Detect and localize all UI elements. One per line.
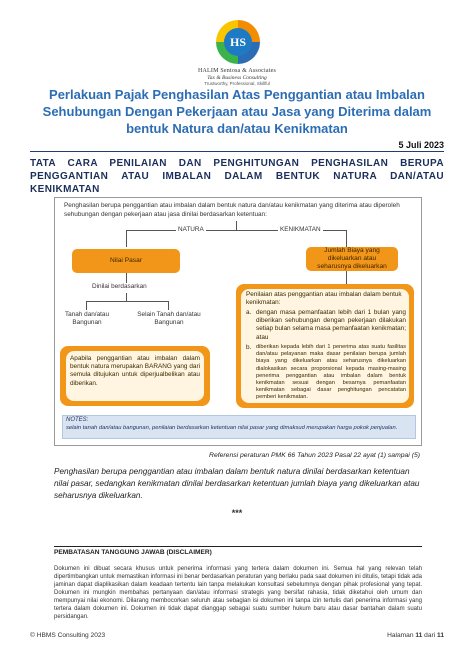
connector-line xyxy=(86,301,168,302)
document-title: Perlakuan Pajak Penghasilan Atas Penggantian atau Imbalan Sehubungan Dengan Pekerjaan atau Jasa yang Diterima dalam bentuk Natura dan/atau Kenikmatan xyxy=(42,87,432,136)
disclaimer-divider xyxy=(54,546,422,547)
connector-line xyxy=(346,271,347,284)
item-a-text: dengan masa pemanfaatan lebih dari 1 bulan yang diberikan sehubungan dengan pekerjaan dilakukan setiap bulan selama masa pemanfaatan kenikmatan; atau xyxy=(256,309,406,341)
natura-label: NATURA xyxy=(178,226,204,233)
diagram-intro: Penghasilan berupa penggantian atau imbalan dalam bentuk natura dan/atau kenikmatan yang diterima atau diperoleh sehubungan dengan pekerjaan atau jasa dinilai berdasarkan ketentuan: xyxy=(64,202,400,218)
kenikmatan-label: KENIKMATAN xyxy=(280,226,321,233)
firm-tagline: Tax & Business Consulting xyxy=(207,75,267,81)
footer-copyright: © HBMS Consulting 2023 xyxy=(30,632,106,639)
kenikmatan-intro: Penilaian atas penggantian atau imbalan dalam bentuk kenikmatan: xyxy=(246,291,402,307)
regulation-reference: Referensi peraturan PMK 66 Tahun 2023 Pasal 22 ayat (1) sampai (5) xyxy=(209,452,420,459)
connector-line xyxy=(126,230,127,247)
page-total: 11 xyxy=(437,632,444,639)
item-b-marker: b. xyxy=(246,344,252,351)
connector-line xyxy=(236,221,237,230)
item-a-marker: a. xyxy=(246,309,252,316)
page-current: 11 xyxy=(415,632,423,639)
connector-line xyxy=(346,230,347,247)
title-divider xyxy=(30,151,444,152)
connector-line xyxy=(86,301,87,310)
selain-tanah-label: Selain Tanah dan/atau Bangunan xyxy=(137,311,201,326)
firm-motto: Trustworthy, Professional, Skillful xyxy=(204,81,270,86)
dinilai-berdasarkan-label: Dinilai berdasarkan xyxy=(92,283,147,290)
section-heading: TATA CARA PENILAIAN DAN PENGHITUNGAN PENGHASILAN BERUPA PENGGANTIAN ATAU IMBALAN DALAM BENTUK NATURA DAN/ATAU KENIKMATAN xyxy=(30,158,444,195)
connector-line xyxy=(126,293,127,301)
natura-note-text: Apabila penggantian atau imbalan dalam bentuk natura merupakan BARANG yang dari semula ditujukan untuk diperjualbelikan atau diberikan. xyxy=(70,355,200,387)
item-b-text: diberikan kepada lebih dari 1 penerima atas suatu fasilitas dan/atau pelayanan maka dasar penilaian berupa jumlah biaya yang dikeluarkan atau seharusnya dikeluarkan dialokasikan secara proporsional kepada masing-masing penerima penggantian atau imbalan dalam bentuk kenikmatan sesuai dengan besarnya pemanfaatan kenikmatan sebagai dasar penghitungan pencatatan pemberi kenikmatan. xyxy=(256,344,406,401)
firm-logo-initials: HS xyxy=(224,28,252,56)
notes-heading: NOTES: xyxy=(66,417,89,423)
page-prefix: Halaman xyxy=(387,632,414,639)
notes-text: selain tanah dan/atau bangunan, penilaian berdasarkan ketentuan nilai pasar yang dimaksud merupakan harga pokok penjualan. xyxy=(66,425,398,431)
tanah-bangunan-label: Tanah dan/atau Bangunan xyxy=(64,311,110,326)
nilai-pasar-box: Nilai Pasar xyxy=(72,249,180,273)
connector-line xyxy=(126,273,127,283)
section-separator: *** xyxy=(231,508,243,518)
page-sep: dari xyxy=(424,632,436,639)
jumlah-biaya-box: Jumlah Biaya yang dikeluarkan atau seharusnya dikeluarkan xyxy=(306,247,398,271)
disclaimer-text: Dokumen ini dibuat secara khusus untuk penerima informasi yang tertera dalam dokumen ini. Semua hal yang relevan telah dipertimbangkan untuk memastikan informasi ini benar berdasarkan peraturan yang berlaku pada saat dokumen ini ditulis, tetapi tidak ada jaminan dapat diaplikasikan dalam keadaan tertentu lain tanpa melakukan konsultasi sebelumnya dengan pihak profesional yang tepat. Dokumen ini mungkin membahas pertanyaan dan/atau informasi strategis yang bersifat rahasia, tidak diketahui oleh umum dan mempunyai nilai ekonomi. Dilarang membocorkan seluruh atau sebagian isi dokumen ini tanpa izin tertulis dari penerima informasi yang tertera dalam dokumen ini. Dokumen ini tidak dapat dianggap sebagai suatu sumber hukum baru atau dasar bantahan dalam suatu persidangan. xyxy=(54,566,422,620)
connector-line xyxy=(168,301,169,310)
document-date: 5 Juli 2023 xyxy=(398,140,444,150)
firm-name: HALIM Sentosa & Associates xyxy=(197,68,277,74)
footer-page-number xyxy=(387,632,444,639)
disclaimer-heading: PEMBATASAN TANGGUNG JAWAB (DISCLAIMER) xyxy=(54,549,212,556)
summary-paragraph: Penghasilan berupa penggantian atau imbalan dalam bentuk natura dinilai berdasarkan ketentuan nilai pasar, sedangkan kenikmatan dinilai berdasarkan ketentuan jumlah biaya yang dikeluarkan atau seharusnya dikeluarkan. xyxy=(54,467,420,500)
